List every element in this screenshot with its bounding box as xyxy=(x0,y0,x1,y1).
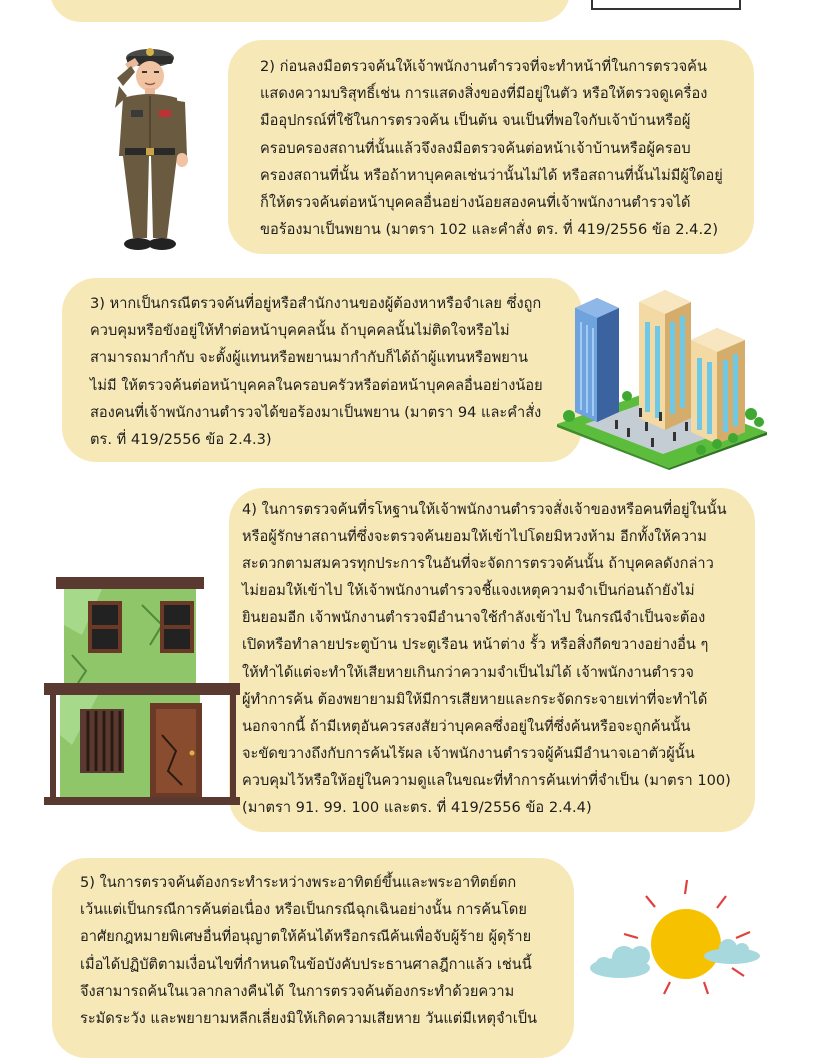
section-2-box xyxy=(228,40,754,254)
section-5-text: 5) ในการตรวจค้นต้องกระทำระหว่างพระอาทิตย์ขึ้นและพระอาทิตย์ตก เว้นแต่เป็นกรณีการค้นต่อเนื่อง หรือเป็นกรณีฉุกเฉินอย่างนั้น การค้นโดย อาศัยกฎหมายพิเศษอื่นที่อนุญาตให้ค้นได้หรือกรณีค้นเพื่อจับผู้ร้าย ผู้ดุร้าย เมื่อได้ปฏิบัติตามเงื่อนไขที่กำหนดในข้อบังคับประธานศาลฎีกาแล้ว เช่นนี้ จึงสามารถค้นในเวลากลางคืนได้ ในการตรวจค้นต้องกระทำด้วยความ ระมัดระวัง และพยายามหลีกเลี่ยงมิให้เกิดความเสียหาย วันแต่มีเหตุจำเป็น xyxy=(80,874,537,1028)
damaged-house-icon xyxy=(42,575,242,807)
police-officer-saluting-icon xyxy=(105,38,195,256)
previous-section-box xyxy=(50,0,570,22)
office-buildings-icon xyxy=(555,282,770,470)
picture-frame-icon xyxy=(590,0,742,12)
section-3-box xyxy=(62,278,582,462)
section-5-box xyxy=(52,858,574,1058)
section-4-box xyxy=(229,488,755,832)
section-2-text: 2) ก่อนลงมือตรวจค้นให้เจ้าพนักงานตำรวจที่จะทำหน้าที่ในการตรวจค้น แสดงความบริสุทธิ์เช่น การแสดงสิ่งของที่มีอยู่ในตัว หรือให้ตรวจดูเครื่อง มืออุปกรณ์ที่ใช้ในการตรวจค้น เป็นต้น จนเป็นที่พอใจกับเจ้าบ้านหรือผู้ ครอบครองสถานที่นั้นแล้วจึงลงมือตรวจค้นต่อหน้าเจ้าบ้านหรือผู้ครอบ ครองสถานที่นั้น หรือถ้าหาบุคคลเช่นว่านั้นไม่ได้ หรือสถานที่นั้นไม่มีผู้ใดอยู่ ก็ให้ตรวจค้นต่อหน้าบุคคลอื่นอย่างน้อยสองคนที่เจ้าพนักงานตำรวจได้ ขอร้องมาเป็นพยาน (มาตรา 102 และคำสั่ง ตร. ที่ 419/2556 ข้อ 2.4.2) xyxy=(260,58,723,239)
section-3-text: 3) หากเป็นกรณีตรวจค้นที่อยู่หรือสำนักงานของผู้ต้องหาหรือจำเลย ซึ่งถูก ควบคุมหรือขังอยู่ให้ทำต่อหน้าบุคคลนั้น ถ้าบุคคลนั้นไม่ติดใจหรือไม่ สามารถมากำกับ จะตั้งผู้แทนหรือพยานมากำกับก็ได้ถ้าผู้แทนหรือพยาน ไม่มี ให้ตรวจค้นต่อหน้าบุคคลในครอบครัวหรือต่อหน้าบุคคลอื่นอย่างน้อย สองคนที่เจ้าพนักงานตำรวจได้ขอร้องมาเป็นพยาน (มาตรา 94 และคำสั่ง ตร. ที่ 419/2556 ข้อ 2.4.3) xyxy=(90,295,543,449)
sun-with-clouds-icon xyxy=(580,876,765,1010)
section-4-text: 4) ในการตรวจค้นที่รโหฐานให้เจ้าพนักงานตำรวจสั่งเจ้าของหรือคนที่อยู่ในนั้น หรือผู้รักษาสถานที่ซึ่งจะตรวจค้นยอมให้เข้าไปโดยมิหวงห้าม อีกทั้งให้ความ สะดวกตามสมควรทุกประการในอันที่จะจัดการตรวจค้นนั้น ถ้าบุคคลดังกล่าว ไม่ยอมให้เข้าไป ให้เจ้าพนักงานตำรวจชี้แจงเหตุความจำเป็นก่อนถ้ายังไม่ ยินยอมอีก เจ้าพนักงานตำรวจมีอำนาจใช้กำลังเข้าไป ในกรณีจำเป็นจะต้อง เปิดหรือทำลายประตูบ้าน ประตูเรือน หน้าต่าง รั้ว หรือสิ่งกีดขวางอย่างอื่น ๆ ให้ทำได้แต่จะทำให้เสียหายเกินกว่าความจำเป็นไม่ได้ เจ้าพนักงานตำรวจ ผู้ทำการค้น ต้องพยายามมิให้มีการเสียหายและกระจัดกระจายเท่าที่จะทำได้ นอกจากนี้ ถ้ามีเหตุอันควรสงสัยว่าบุคคลซึ่งอยู่ในที่ซึ่งค้นหรือจะถูกค้นนั้น จะขัดขวางถึงกับการค้นไร้ผล เจ้าพนักงานตำรวจผู้ค้นมีอำนาจเอาตัวผู้นั้น ควบคุมไว้หรือให้อยู่ในความดูแลในขณะที่ทำการค้นเท่าที่จำเป็น (มาตรา 100) (มาตรา 91. 99. 100 และตร. ที่ 419/2556 ข้อ 2.4.4) xyxy=(242,501,731,817)
